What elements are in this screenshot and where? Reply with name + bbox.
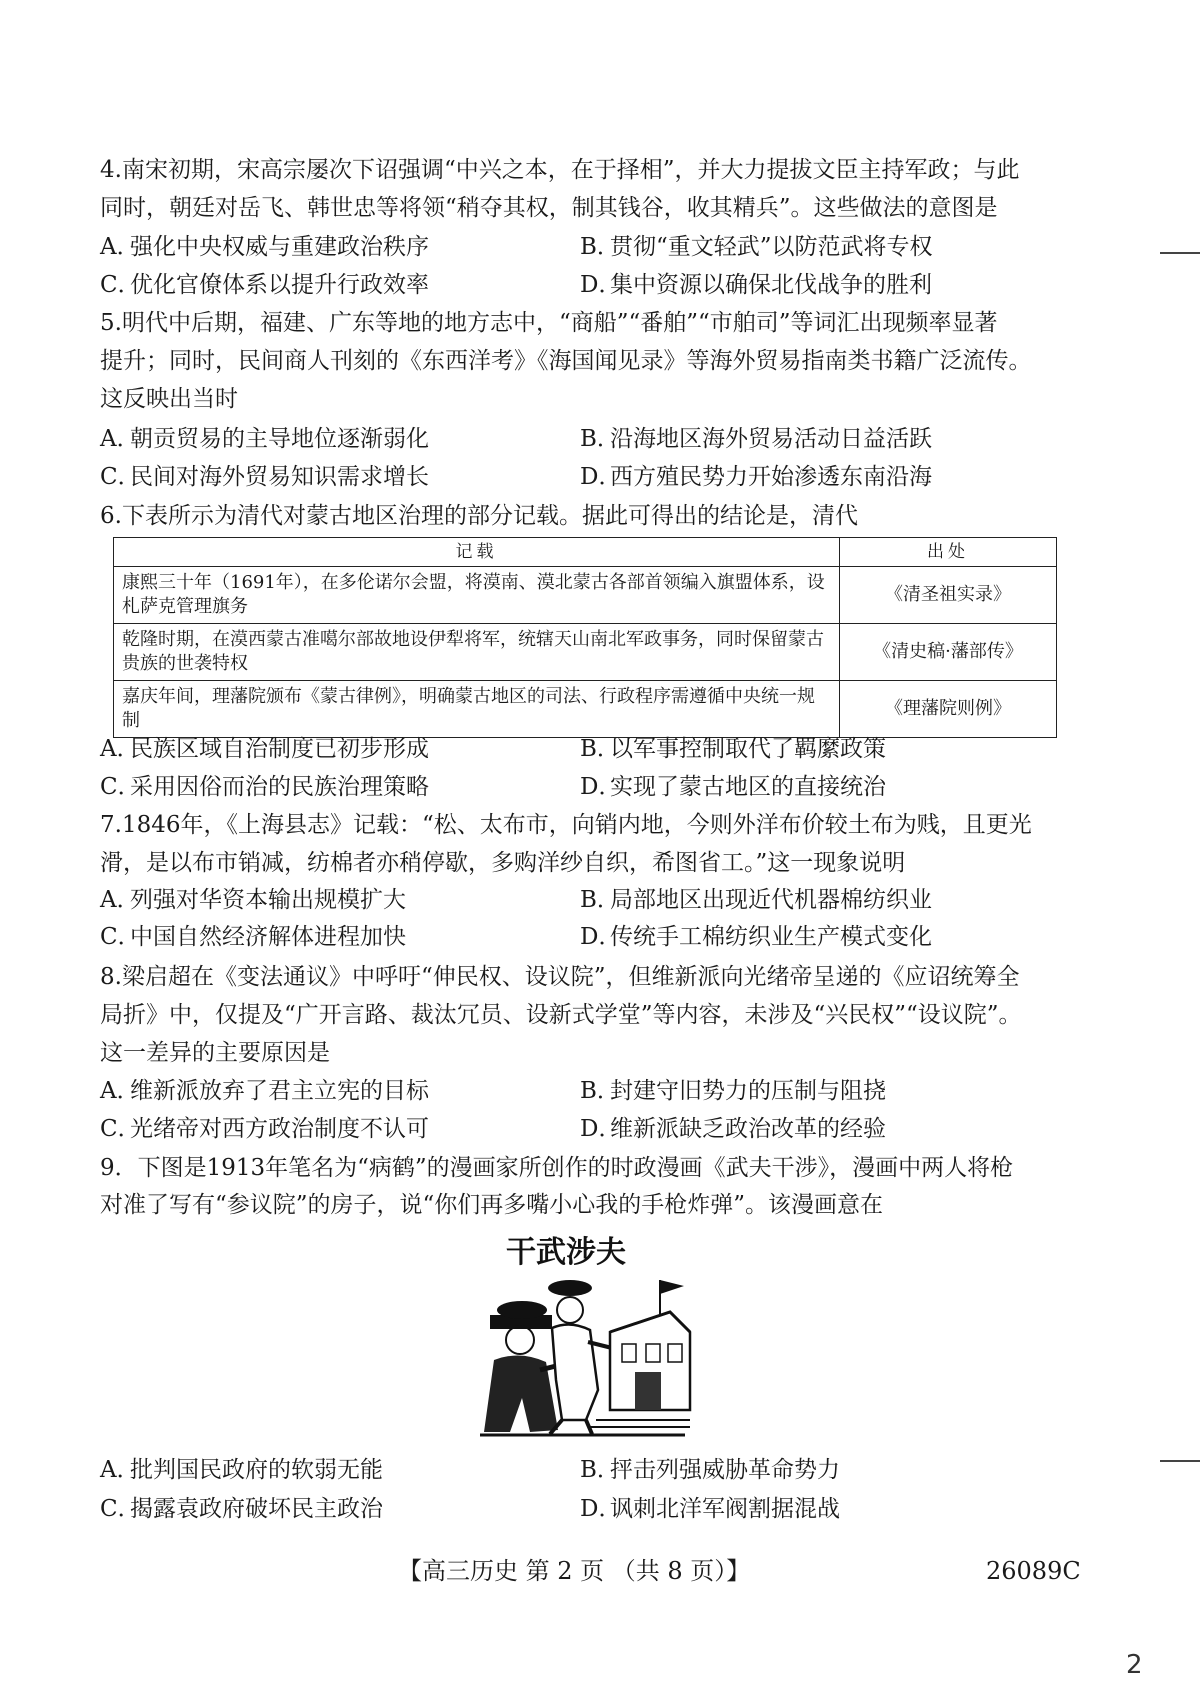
question-7-option-a[interactable]: A．列强对华资本输出规模扩大 [100,887,406,913]
records-table [113,537,1057,738]
table-cell-record: 乾隆时期，在漠西蒙古准噶尔部故地设伊犁将军，统辖天山南北军政事务，同时保留蒙古贵族的世袭特权 [114,624,840,681]
table-cell-record: 嘉庆年间，理藩院颁布《蒙古律例》，明确蒙古地区的司法、行政程序需遵循中央统一规制 [114,681,840,738]
question-8-option-d[interactable]: D．维新派缺乏政治改革的经验 [580,1116,886,1142]
question-4-option-c[interactable]: C．优化官僚体系以提升行政效率 [100,272,429,298]
question-5-stem: 提升；同时，民间商人刊刻的《东西洋考》《海国闻见录》等海外贸易指南类书籍广泛流传。 [100,348,1032,374]
question-8-option-a[interactable]: A．维新派放弃了君主立宪的目标 [100,1078,429,1104]
question-8-stem: 这一差异的主要原因是 [100,1040,330,1066]
political-cartoon-image [470,1220,700,1450]
question-9-stem: 对准了写有“参议院”的房子，说“你们再多嘴小心我的手枪炸弹”。该漫画意在 [100,1192,884,1218]
table-row [114,624,1057,681]
table-header-row [114,538,1057,567]
question-4-stem: 4.南宋初期，宋高宗屡次下诏强调“中兴之本，在于择相”，并大力提拔文臣主持军政；与此 [100,157,1020,183]
page-number: 2 [1126,1650,1143,1680]
question-8-option-b[interactable]: B．封建守旧势力的压制与阻挠 [580,1078,886,1104]
table-header: 出处 [840,538,1057,567]
question-5-option-d[interactable]: D．西方殖民势力开始渗透东南沿海 [580,464,932,490]
question-7-option-b[interactable]: B．局部地区出现近代机器棉纺织业 [580,887,932,913]
table-header: 记载 [114,538,840,567]
question-7-option-d[interactable]: D．传统手工棉纺织业生产模式变化 [580,924,932,950]
question-5-stem: 这反映出当时 [100,386,238,412]
table-row [114,567,1057,624]
question-7-option-c[interactable]: C．中国自然经济解体进程加快 [100,924,406,950]
table-cell-source: 《清圣祖实录》 [840,567,1057,624]
question-6-option-d[interactable]: D．实现了蒙古地区的直接统治 [580,774,886,800]
table-cell-source: 《清史稿·藩部传》 [840,624,1057,681]
margin-mark [1160,252,1200,254]
question-5-option-a[interactable]: A．朝贡贸易的主导地位逐渐弱化 [100,426,429,452]
question-9-stem: 9．下图是1913年笔名为“病鹤”的漫画家所创作的时政漫画《武夫干涉》，漫画中两人将枪 [100,1155,1014,1181]
page-footer: 【高三历史 第 2 页 （共 8 页）】 [398,1557,751,1585]
table-row [114,681,1057,738]
question-4-stem: 同时，朝廷对岳飞、韩世忠等将领“稍夺其权，制其钱谷，收其精兵”。这些做法的意图是 [100,195,998,221]
table-cell-record: 康熙三十年（1691年），在多伦诺尔会盟，将漠南、漠北蒙古各部首领编入旗盟体系，设札萨克管理旗务 [114,567,840,624]
margin-mark [1160,1460,1200,1462]
question-4-option-d[interactable]: D．集中资源以确保北伐战争的胜利 [580,272,932,298]
question-6-option-b[interactable]: B．以军事控制取代了羁縻政策 [580,736,886,762]
question-4-option-a[interactable]: A．强化中央权威与重建政治秩序 [100,234,429,260]
exam-code: 26089C [986,1557,1081,1585]
question-6-stem: 6.下表所示为清代对蒙古地区治理的部分记载。据此可得出的结论是，清代 [100,503,858,529]
question-8-option-c[interactable]: C．光绪帝对西方政治制度不认可 [100,1116,429,1142]
question-6-option-c[interactable]: C．采用因俗而治的民族治理策略 [100,774,429,800]
question-9-option-d[interactable]: D．讽刺北洋军阀割据混战 [580,1496,840,1522]
question-5-option-b[interactable]: B．沿海地区海外贸易活动日益活跃 [580,426,932,452]
question-8-stem: 局折》中，仅提及“广开言路、裁汰冗员、设新式学堂”等内容，未涉及“兴民权”“设议院”。 [100,1002,1022,1028]
question-8-stem: 8.梁启超在《变法通议》中呼吁“伸民权、设议院”，但维新派向光绪帝呈递的《应诏统筹全 [100,964,1020,990]
question-9-option-b[interactable]: B．抨击列强威胁革命势力 [580,1457,840,1483]
table-cell-source: 《理藩院则例》 [840,681,1057,738]
cartoon-title: 干武涉夫 [506,1235,626,1270]
question-5-stem: 5.明代中后期，福建、广东等地的地方志中，“商船”“番舶”“市舶司”等词汇出现频率显著 [100,310,998,336]
question-9-option-c[interactable]: C．揭露袁政府破坏民主政治 [100,1496,383,1522]
question-7-stem: 滑，是以布市销减，纺棉者亦稍停歇，多购洋纱自织，希图省工。”这一现象说明 [100,850,906,876]
question-6-option-a[interactable]: A．民族区域自治制度已初步形成 [100,736,429,762]
question-4-option-b[interactable]: B．贯彻“重文轻武”以防范武将专权 [580,234,933,260]
question-9-option-a[interactable]: A．批判国民政府的软弱无能 [100,1457,383,1483]
question-5-option-c[interactable]: C．民间对海外贸易知识需求增长 [100,464,429,490]
question-7-stem: 7.1846年，《上海县志》记载：“松、太布市，向销内地，今则外洋布价较土布为贱，且更光 [100,812,1032,838]
